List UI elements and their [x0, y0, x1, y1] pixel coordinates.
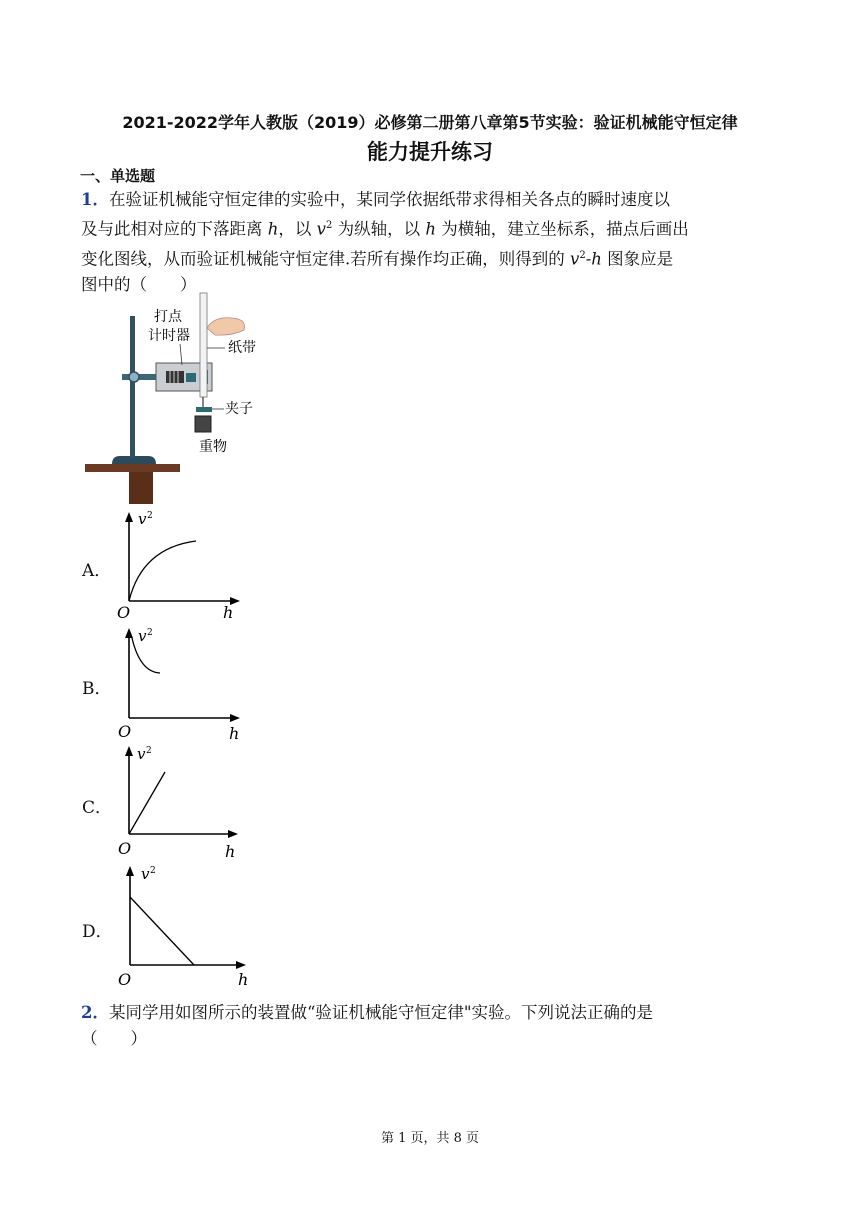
label-timer-2: 计时器 [148, 328, 190, 344]
svg-text:v: v [141, 865, 150, 883]
question-1-line-1: 1．在验证机械能守恒定律的实验中，某同学依据纸带求得相关各点的瞬时速度以 [81, 190, 670, 209]
svg-text:O: O [118, 722, 132, 741]
table-top [85, 464, 180, 472]
question-1-line-4: 图中的（ ） [81, 275, 197, 294]
apparatus-figure [82, 288, 282, 508]
option-b-letter[interactable]: B． [82, 679, 112, 699]
clamp-knob [129, 372, 139, 382]
svg-text:h: h [229, 724, 240, 742]
svg-text:h: h [238, 970, 249, 989]
svg-text:2: 2 [146, 746, 152, 756]
document-title: 2021-2022学年人教版（2019）必修第二册第八章第5节实验：验证机械能守恒定律 [122, 113, 738, 132]
question-2 [81, 1000, 779, 1052]
svg-text:O: O [118, 970, 132, 989]
section-heading: 一、单选题 [80, 167, 156, 185]
hand-icon [207, 318, 245, 335]
option-c-graph[interactable] [112, 742, 252, 862]
option-c-line [129, 772, 165, 834]
clip [196, 407, 212, 412]
svg-text:v: v [137, 745, 146, 763]
svg-text:2: 2 [147, 511, 153, 521]
page-footer: 第 1 页，共 8 页 [380, 1131, 480, 1146]
svg-text:v: v [138, 510, 147, 528]
option-a-graph[interactable] [112, 508, 252, 620]
option-c-letter[interactable]: C． [82, 798, 113, 818]
option-a-letter[interactable]: A． [82, 561, 112, 581]
question-2-line-2: （ ） [81, 1029, 147, 1048]
question-2-number: 2． [81, 1003, 109, 1022]
weight [195, 416, 211, 432]
timer-needle [186, 373, 196, 382]
question-1-line-2: 及与此相对应的下落距离 h，以 $v^2$ 为纵轴，以 h 为横轴，建立坐标系，描点后画出 [81, 219, 689, 239]
svg-text:2: 2 [147, 628, 153, 638]
question-1 [81, 187, 779, 298]
option-b-graph[interactable] [112, 624, 252, 742]
svg-text:v: v [138, 627, 147, 645]
table-leg [129, 472, 153, 504]
option-a-curve [129, 541, 196, 601]
document-subtitle: 能力提升练习 [367, 140, 493, 164]
label-weight: 重物 [199, 439, 227, 455]
question-1-line-3: 变化图线，从而验证机械能守恒定律.若所有操作均正确，则得到的 $v^2-h$ 图象应是 [81, 249, 674, 268]
label-clip: 夹子 [225, 401, 253, 417]
option-d-graph[interactable] [112, 862, 252, 990]
svg-text:h: h [223, 603, 234, 620]
stand-rod [130, 316, 135, 458]
label-timer-1: 打点 [154, 309, 182, 325]
question-1-number: 1． [81, 190, 109, 209]
svg-text:2: 2 [150, 866, 156, 876]
option-d-line [130, 897, 194, 965]
label-tape: 纸带 [228, 340, 256, 356]
question-2-line-1: 2．某同学用如图所示的装置做“验证机械能守恒定律"实验。下列说法正确的是 [81, 1003, 654, 1022]
svg-text:O: O [118, 839, 132, 858]
paper-tape [200, 293, 207, 397]
svg-text:h: h [225, 842, 236, 861]
svg-text:O: O [117, 603, 131, 620]
timer-coil [166, 371, 184, 383]
option-d-letter[interactable]: D． [82, 922, 113, 942]
